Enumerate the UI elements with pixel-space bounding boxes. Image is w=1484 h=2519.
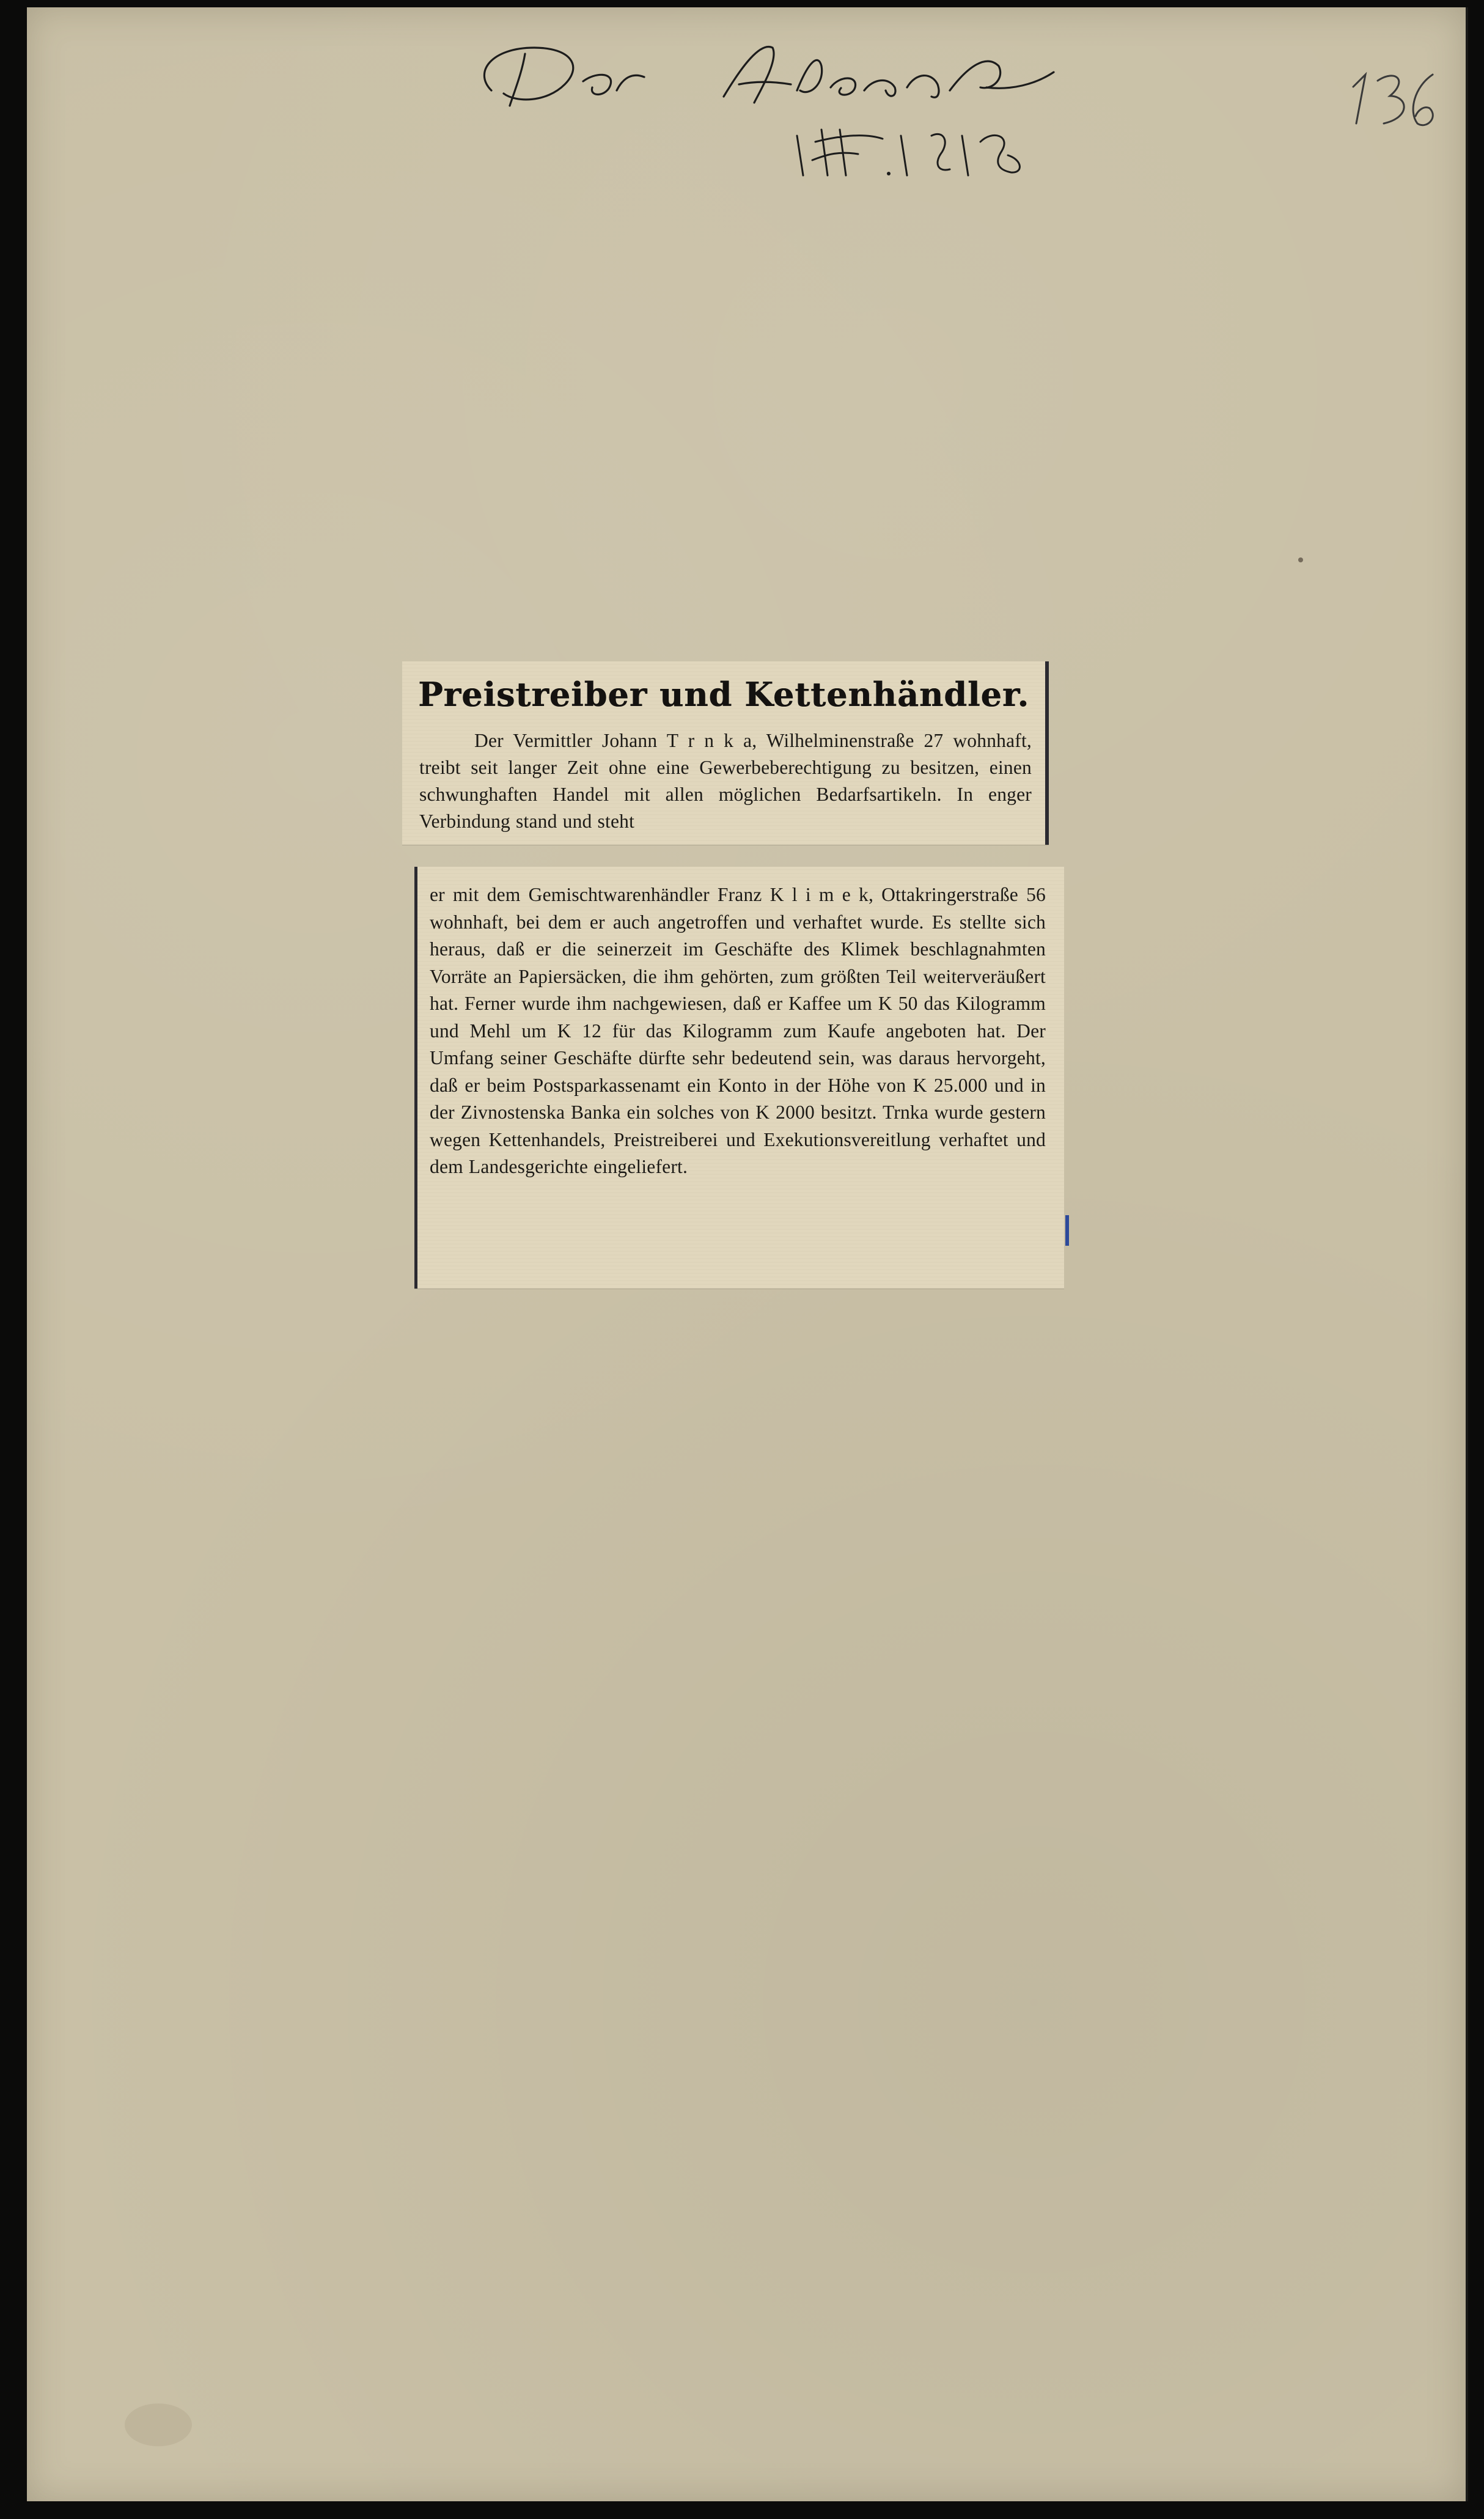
paper-stain [125, 2403, 192, 2446]
blue-pencil-mark [1065, 1215, 1069, 1246]
clipping-headline: Preistreiber und Kettenhändler. [417, 675, 1030, 714]
newspaper-clipping-top [402, 661, 1049, 845]
clipping-paragraph-1: Der Vermittler Johann T r n k a, Wilhelminenstraße 27 wohnhaft, treibt seit langer Zeit ohne eine Gewerbeberechtigung zu besitzen, einen schwunghaften Handel mit allen möglichen Bedarfsartikeln. In enger Verbindung stand und steht [419, 730, 1032, 832]
paper-speck [1298, 557, 1303, 562]
handwritten-newspaper-name [467, 29, 1066, 115]
handwritten-date [785, 117, 1029, 185]
clipping-paragraph-2: er mit dem Gemischtwarenhändler Franz K l i m e k, Ottakringerstraße 56 wohnhaft, bei dem er auch angetroffen und verhaftet wurde. Es stellte sich heraus, daß er die seinerzeit im Geschäfte des Klimek beschlagnahmten Vorräte an Papiersäcken, die ihm gehörten, zum größten Teil weiterveräußert hat. Ferner wurde ihm nachgewiesen, daß er Kaffee um K 50 das Kilogramm und Mehl um K 12 für das Kilogramm zum Kaufe angeboten hat. Der Umfang seiner Geschäfte dürfte sehr bedeutend sein, was daraus hervorgeht, daß er beim Postsparkassenamt ein Konto in der Höhe von K 25.000 und in der Zivnostenska Banka ein solches von K 2000 besitzt. Trnka wurde gestern wegen Kettenhandels, Preistreiberei und Exekutionsvereitlung verhaftet und dem Landesgerichte eingeliefert. [430, 884, 1046, 1177]
handwritten-archive-number [1341, 62, 1451, 136]
newspaper-clipping-bottom [414, 867, 1064, 1289]
